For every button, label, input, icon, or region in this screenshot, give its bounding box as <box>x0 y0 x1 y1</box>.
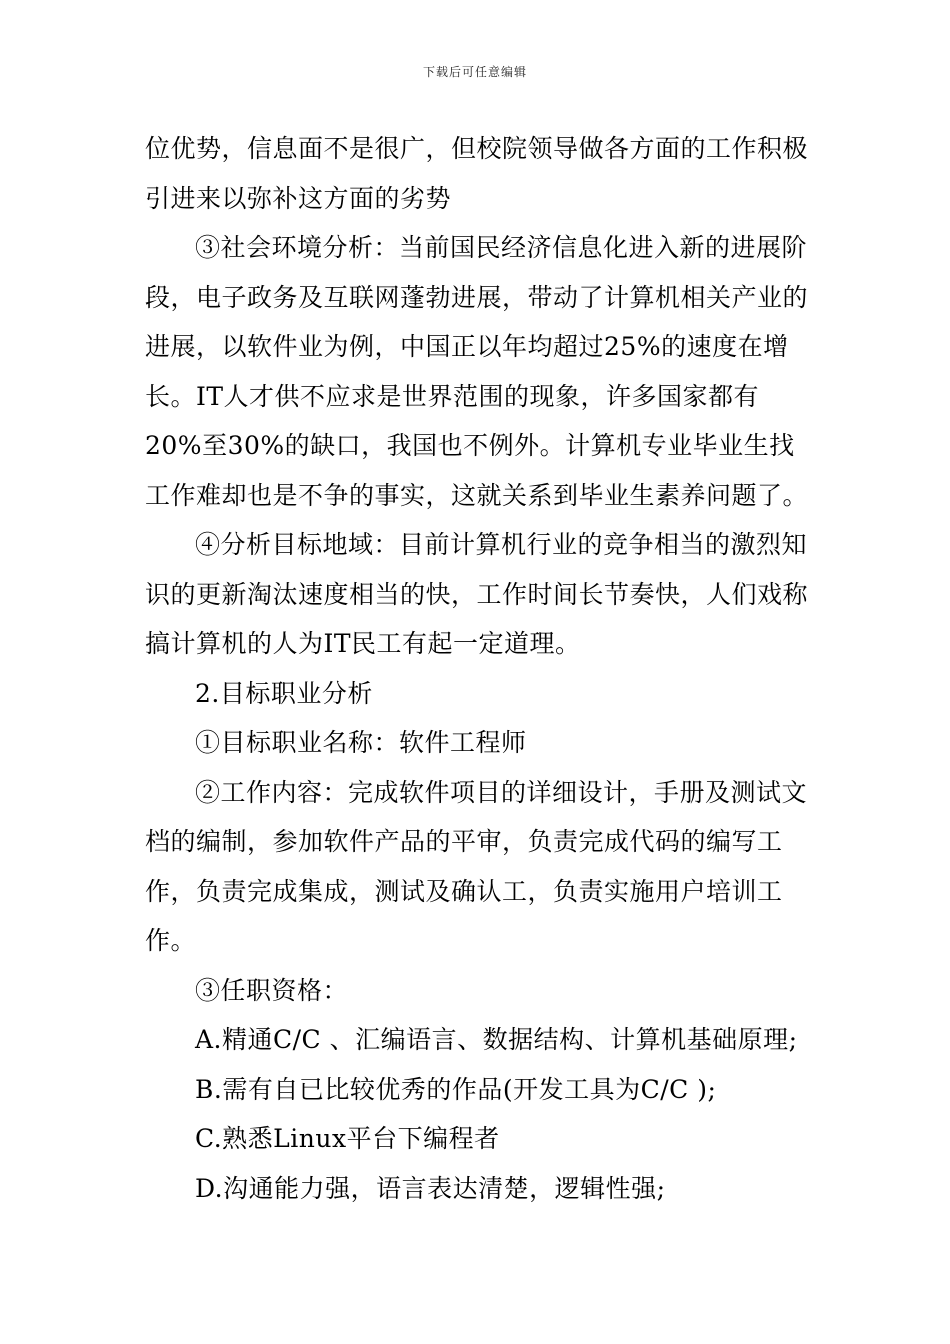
paragraph-qualifications: ③任职资格： <box>195 975 349 1005</box>
page-header: 下载后可任意编辑 <box>422 65 527 79</box>
paragraph-target-region: ④分析目标地域：目前计算机行业的竞争相当的激烈知识的更新淘汰速度相当的快，工作时间长节奏快，人们戏称搞计算机的人为IT民工有起一定道理。 <box>145 530 809 658</box>
list-item-a: A.精通C/C 、汇编语言、数据结构、计算机基础原理; <box>195 1025 798 1054</box>
paragraph-location-advantage: 位优势，信息面不是很广，但校院领导做各方面的工作积极引进来以弥补这方面的劣势 <box>145 134 809 213</box>
paragraph-work-content: ②工作内容：完成软件项目的详细设计，手册及测试文档的编制，参加软件产品的平审，负责完成代码的编写工作，负责完成集成，测试及确认工，负责实施用户培训工作。 <box>145 777 808 955</box>
paragraph-social-environment: ③社会环境分析：当前国民经济信息化进入新的进展阶段，电子政务及互联网蓬勃进展，带动了计算机相关产业的进展，以软件业为例，中国正以年均超过25%的速度在增长。IT人才供不应求是世界范围的现象，许多国家都有20%至30%的缺口，我国也不例外。计算机专业毕业生找工作难却也是不争的事实，这就关系到毕业生素养问题了。 <box>145 233 809 510</box>
document-body <box>145 124 810 1213</box>
list-item-c: C.熟悉Linux平台下编程者 <box>195 1124 500 1153</box>
paragraph-career-name: ①目标职业名称：软件工程师 <box>195 728 527 757</box>
section-heading-target-career: 2.目标职业分析 <box>195 678 373 708</box>
list-item-d: D.沟通能力强，语言表达清楚，逻辑性强; <box>195 1173 666 1203</box>
list-item-b: B.需有自已比较优秀的作品(开发工具为C/C ); <box>195 1074 717 1104</box>
